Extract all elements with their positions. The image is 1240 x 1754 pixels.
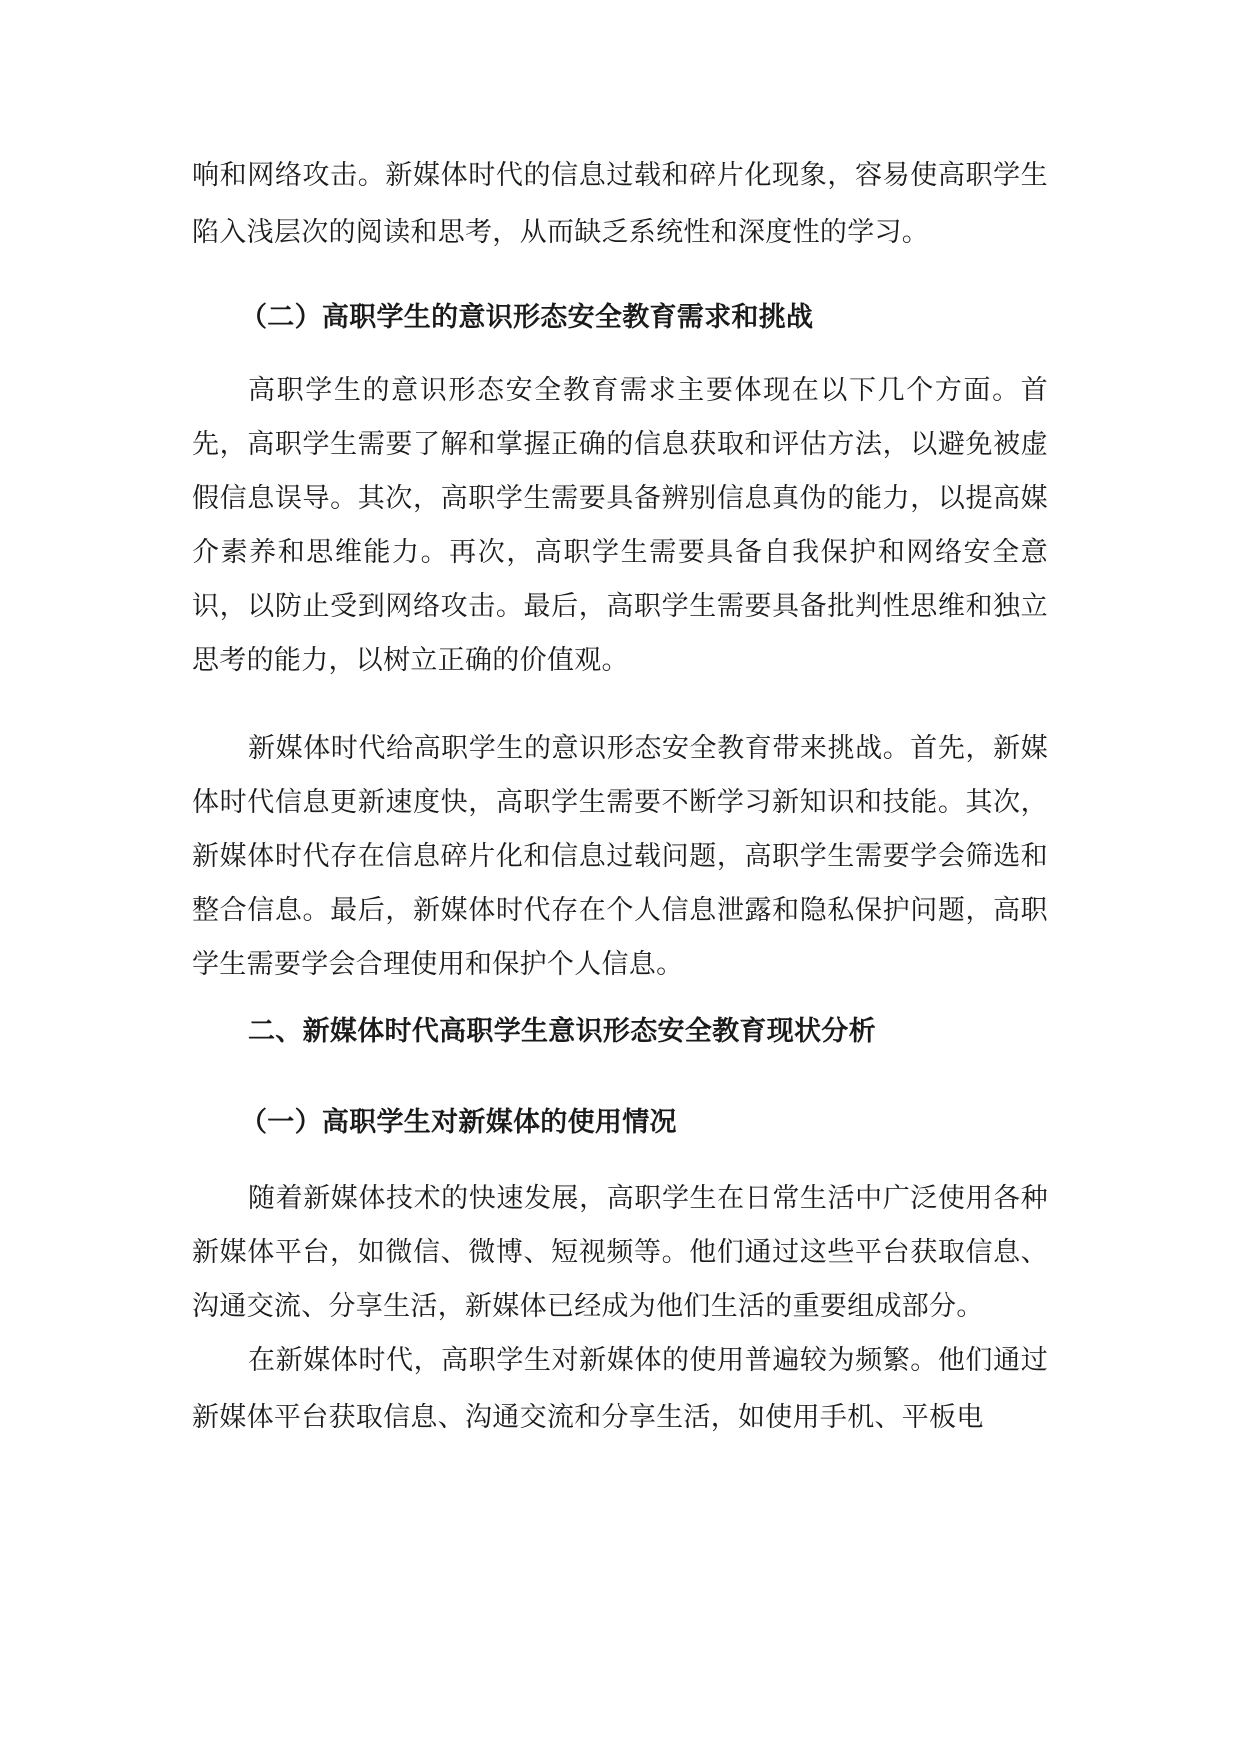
paragraph-media-usage-2: 在新媒体时代，高职学生对新媒体的使用普遍较为频繁。他们通过新媒体平台获取信息、沟通交流和分享生活，如使用手机、平板电 — [192, 1345, 1048, 1433]
paragraph-education-needs: 高职学生的意识形态安全教育需求主要体现在以下几个方面。首先，高职学生需要了解和掌握正确的信息获取和评估方法，以避免被虚假信息误导。其次，高职学生需要具备辨别信息真伪的能力，以提高媒介素养和思维能力。再次，高职学生需要具备自我保护和网络安全意识，以防止受到网络攻击。最后，高职学生需要具备批判性思维和独立思考的能力，以树立正确的价值观。 — [192, 375, 1048, 676]
section-heading-current-status: 二、新媒体时代高职学生意识形态安全教育现状分析 — [248, 1016, 876, 1047]
subsection-heading-needs-challenges: （二）高职学生的意识形态安全教育需求和挑战 — [240, 302, 814, 333]
paragraph-media-usage-1: 随着新媒体技术的快速发展，高职学生在日常生活中广泛使用各种新媒体平台，如微信、微博、短视频等。他们通过这些平台获取信息、沟通交流、分享生活，新媒体已经成为他们生活的重要组成部分。 — [192, 1183, 1048, 1322]
subsection-heading-media-usage: （一）高职学生对新媒体的使用情况 — [240, 1107, 677, 1138]
paragraph-education-challenges: 新媒体时代给高职学生的意识形态安全教育带来挑战。首先，新媒体时代信息更新速度快，高职学生需要不断学习新知识和技能。其次，新媒体时代存在信息碎片化和信息过载问题，高职学生需要学会筛选和整合信息。最后，新媒体时代存在个人信息泄露和隐私保护问题，高职学生需要学会合理使用和保护个人信息。 — [192, 733, 1048, 980]
continuation-paragraph: 响和网络攻击。新媒体时代的信息过载和碎片化现象，容易使高职学生陷入浅层次的阅读和思考，从而缺乏系统性和深度性的学习。 — [192, 160, 1048, 248]
